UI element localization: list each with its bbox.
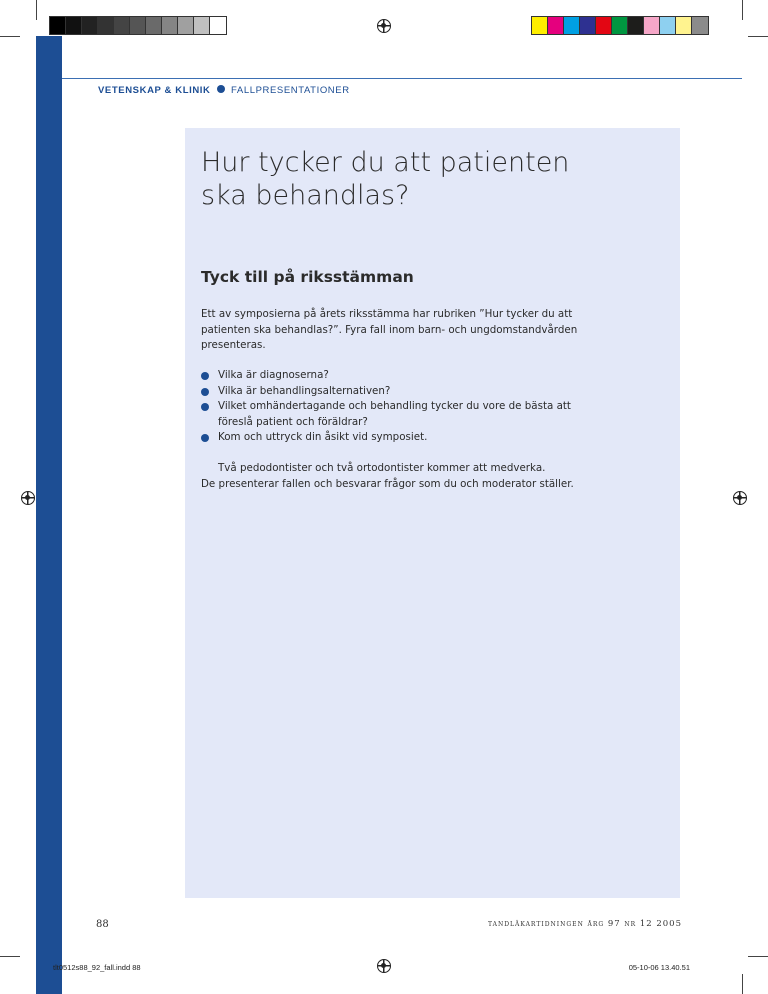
blue-spine (36, 36, 62, 994)
section-label-bold: VETENSKAP & KLINIK (98, 85, 211, 96)
crop-mark (742, 0, 743, 20)
color-swatch (178, 17, 194, 34)
closing-line-2: De presenterar fallen och besvarar frågor som du och moderator ställer. (201, 477, 574, 490)
color-swatch (162, 17, 178, 34)
closing-line-1: Två pedodontister och två ortodontister kommer att medverka. (218, 462, 546, 474)
registration-mark-icon (377, 959, 391, 973)
registration-mark-icon (21, 491, 35, 505)
color-swatch (548, 17, 564, 34)
crop-mark (36, 0, 37, 20)
crop-mark (748, 956, 768, 957)
color-swatch (66, 17, 82, 34)
page-number: 88 (96, 919, 109, 930)
closing-paragraph (201, 461, 621, 492)
crop-mark (748, 36, 768, 37)
subtitle: Tyck till på riksstämman (201, 268, 414, 286)
bullet-dot-icon (217, 85, 225, 93)
color-swatch (644, 17, 660, 34)
color-swatch (98, 17, 114, 34)
list-item (201, 399, 601, 430)
list-item (201, 430, 601, 446)
gray-calibration-bar (49, 16, 227, 35)
color-swatch (596, 17, 612, 34)
file-slug: tlt0512s88_92_fall.indd 88 (53, 963, 141, 972)
list-item-text: Vilket omhändertagande och behandling tycker du vore de bästa att föreslå patient och föräldrar? (218, 400, 571, 428)
journal-info: tandläkartidningen årg 97 nr 12 2005 (487, 919, 682, 929)
bullet-dot-icon (201, 403, 209, 411)
header-rule (62, 78, 742, 79)
list-item-text: Vilka är diagnoserna? (218, 369, 329, 381)
bullet-dot-icon (201, 372, 209, 380)
color-swatch (580, 17, 596, 34)
color-calibration-bar (531, 16, 709, 35)
crop-mark (0, 956, 20, 957)
list-item-text: Vilka är behandlingsalternativen? (218, 384, 391, 397)
list-item-text: Kom och uttryck din åsikt vid symposiet. (218, 431, 428, 443)
color-swatch (564, 17, 580, 34)
content-panel (185, 128, 680, 898)
color-swatch (114, 17, 130, 34)
intro-paragraph: Ett av symposierna på årets riksstämma har rubriken ”Hur tycker du att patienten ska behandlas?”. Fyra fall inom barn- och ungdomstandvården presenteras. (201, 308, 578, 351)
color-swatch (210, 17, 226, 34)
registration-mark-icon (733, 491, 747, 505)
color-swatch (194, 17, 210, 34)
print-timestamp: 05-10-06 13.40.51 (628, 963, 690, 972)
section-label-regular: FALLPRESENTATIONER (231, 85, 350, 96)
color-swatch (692, 17, 708, 34)
color-swatch (82, 17, 98, 34)
section-label (98, 85, 350, 96)
bullet-dot-icon (201, 434, 209, 442)
crop-mark (742, 974, 743, 994)
bullet-dot-icon (201, 388, 209, 396)
color-swatch (612, 17, 628, 34)
question-list (201, 368, 601, 446)
list-item (201, 368, 601, 384)
page-title: Hur tycker du att patienten ska behandlas? (201, 147, 570, 211)
list-item (201, 384, 601, 400)
color-swatch (676, 17, 692, 34)
color-swatch (146, 17, 162, 34)
color-swatch (660, 17, 676, 34)
crop-mark (0, 36, 20, 37)
color-swatch (50, 17, 66, 34)
color-swatch (130, 17, 146, 34)
registration-mark-icon (377, 19, 391, 33)
color-swatch (628, 17, 644, 34)
color-swatch (532, 17, 548, 34)
